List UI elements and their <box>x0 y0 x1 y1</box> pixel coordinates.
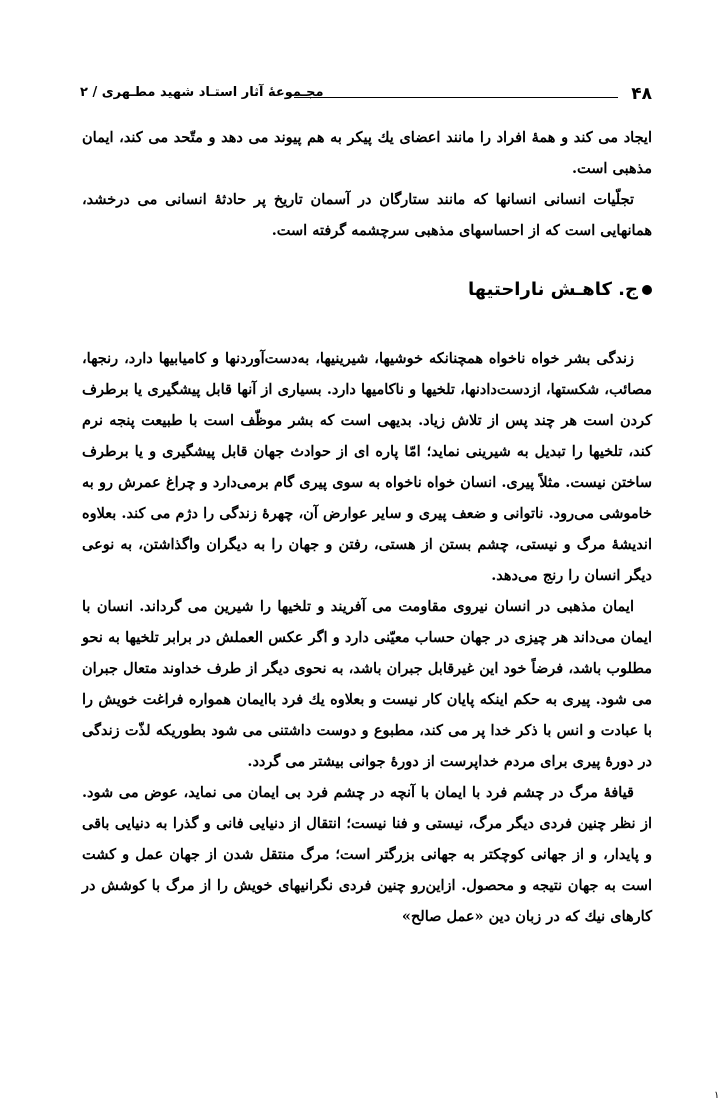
paragraph: قیافهٔ مرگ در چشم فرد با ایمان با آنچه در چشم فرد بی ایمان می نماید، عوض می شود. از نظر چنین فردی دیگر مرگ، نیستی و فنا نیست؛ انتقال از دنیایی فانی و گذرا به دنیایی باقی و پایدار، و از جهانی کوچکتر به جهانی بزرگتر است؛ مرگ منتقل شدن از جهان عمل و کشت است به جهان نتیجه و محصول. ازاین‌رو چنین فردی نگرانیهای خویش را از مرگ با کوشش در کارهای نیك که در زبان دین «عمل صالح» <box>82 784 652 925</box>
paragraph: زندگی بشر خواه ناخواه همچنانکه خوشیها، شیرینیها، به‌دست‌آوردنها و کامیابیها دارد، رنجها، مصائب، شکستها، ازدست‌دادنها، تلخیها و ناکامیها دارد. بسیاری از آنها قابل پیشگیری یا برطرف کردن است هر چند پس از تلاش زیاد. بدیهی است که بشر موظّف است با طبیعت پنجه نرم کند، تلخیها را تبدیل به شیرینی نماید؛ امّا پاره ای از حوادث جهان قابل پیشگیری و یا برطرف ساختن نیست. مثلاً پیری. انسان خواه ناخواه به سوی پیری گام برمی‌دارد و چراغ عمرش رو به خاموشی می‌رود. ناتوانی و ضعف پیری و سایر عوارض آن، چهرهٔ زندگی را دژم می کند. بعلاوه اندیشهٔ مرگ و نیستی، چشم بستن از هستی، رفتن و جهان را به دیگران واگذاشتن، به نوعی دیگر انسان را رنج می‌دهد. <box>82 350 652 584</box>
paragraph: تجلّیات انسانی انسانها که مانند ستارگان در آسمان تاریخ پر حادثهٔ انسانی می درخشد، همانهایی است که از احساسهای مذهبی سرچشمه گرفته است. <box>82 191 652 239</box>
page-header <box>80 84 652 106</box>
bullet-icon <box>642 285 652 295</box>
section-heading <box>82 274 652 305</box>
page-number: ۴۸ <box>631 84 652 104</box>
section-heading-text: ج. کاهـش ناراحتیها <box>467 279 638 300</box>
header-rule <box>294 97 618 98</box>
paragraph-continuation: ایجاد می کند و همهٔ افراد را مانند اعضای یك پیکر به هم پیوند می دهد و متّحد می کند، ایمان مذهبی است. <box>82 129 652 177</box>
margin-mark: ۱ <box>714 1090 720 1101</box>
running-title: مجـموعهٔ آثار استـاد شهید مطـهری / ۲ <box>80 85 324 100</box>
paragraph: ایمان مذهبی در انسان نیروی مقاومت می آفریند و تلخیها را شیرین می گرداند. انسان با ایمان می‌داند هر چیزی در جهان حساب معیّنی دارد و اگر عکس العملش در برابر تلخیها به نحو مطلوب باشد، فرضاً خود این غیرقابل جبران باشد، به نحوی دیگر از طرف خداوند متعال جبران می شود. پیری به حکم اینکه پایان کار نیست و بعلاوه یك فرد باایمان همواره فراغت خویش را با عبادت و انس با ذکر خدا پر می کند، مطبوع و دوست داشتنی می شود بطوریکه لذّت زندگی در دورهٔ پیری برای مردم خداپرست از دورهٔ جوانی بیشتر می گردد. <box>82 598 652 770</box>
page-body <box>82 122 652 932</box>
